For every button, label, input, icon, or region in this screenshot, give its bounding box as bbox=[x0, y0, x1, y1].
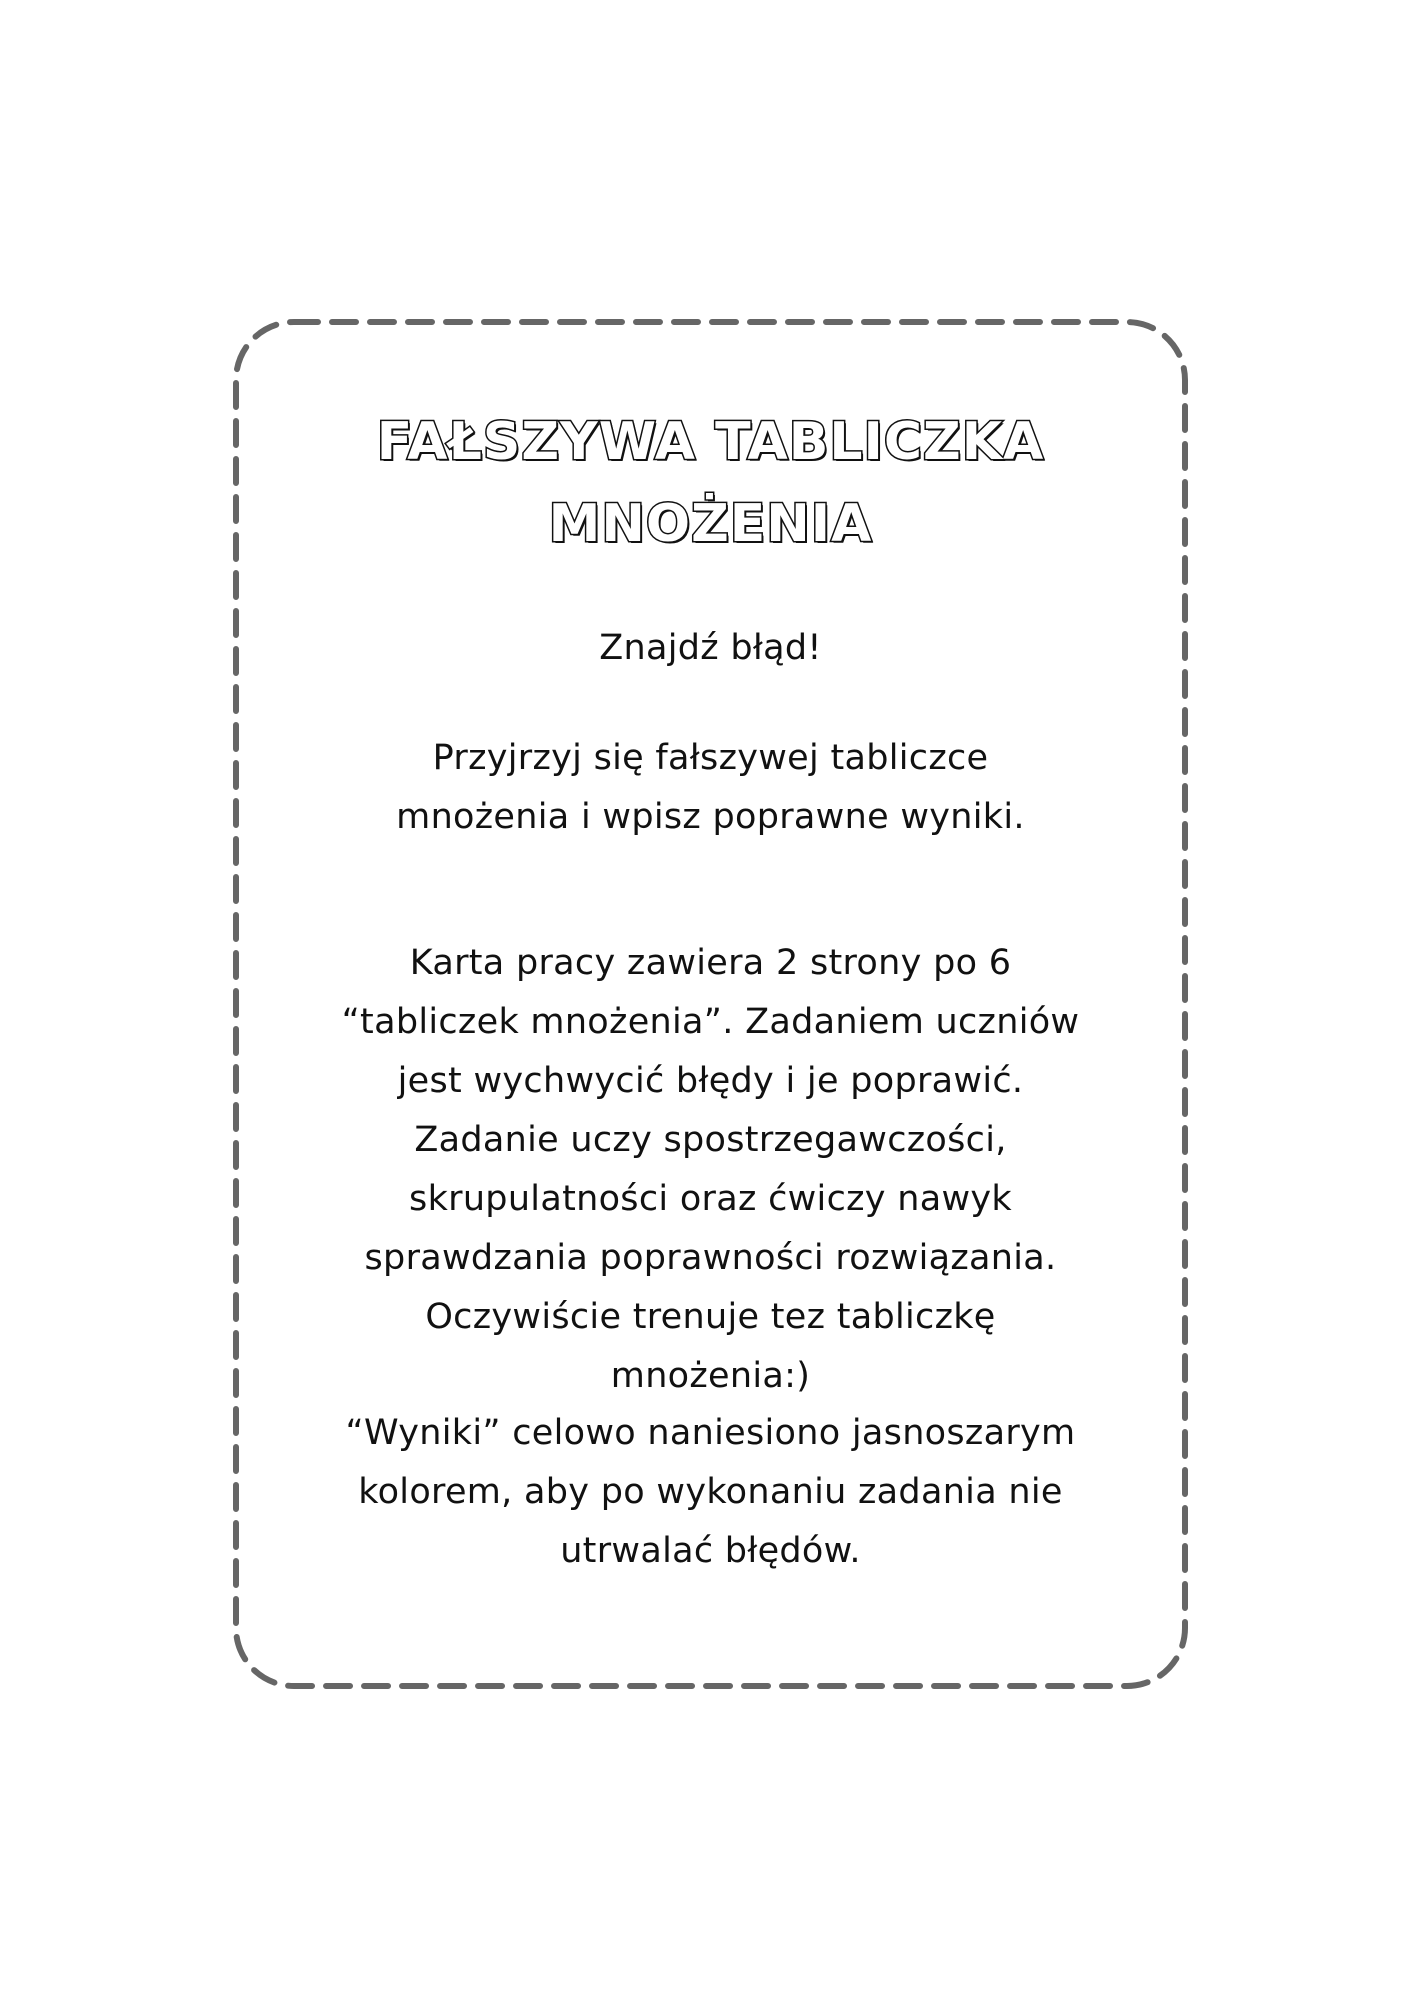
instruction-card bbox=[233, 319, 1188, 1689]
note-line-1: “Wyniki” celowo naniesiono jasnoszarym bbox=[345, 1413, 1076, 1453]
description-line-1: Karta pracy zawiera 2 strony po 6 bbox=[409, 943, 1012, 983]
description-line-5: skrupulatności oraz ćwiczy nawyk bbox=[409, 1179, 1012, 1219]
instruction-line-1: Przyjrzyj się fałszywej tabliczce bbox=[432, 738, 989, 778]
description-line-7: Oczywiście trenuje tez tabliczkę bbox=[425, 1297, 996, 1337]
note-paragraph bbox=[233, 1404, 1188, 1581]
description-line-4: Zadanie uczy spostrzegawczości, bbox=[414, 1120, 1007, 1160]
description-paragraph bbox=[233, 934, 1188, 1406]
description-line-6: sprawdzania poprawności rozwiązania. bbox=[364, 1238, 1057, 1278]
note-line-2: kolorem, aby po wykonaniu zadania nie bbox=[358, 1472, 1063, 1512]
card-title-line-1: FAŁSZYWA TABLICZKA bbox=[376, 412, 1045, 472]
card-title bbox=[233, 401, 1188, 565]
card-heading bbox=[233, 619, 1188, 678]
description-line-3: jest wychwycić błędy i je poprawić. bbox=[397, 1061, 1024, 1101]
card-title-line-2: MNOŻENIA bbox=[548, 494, 873, 554]
description-line-8: mnożenia:) bbox=[610, 1356, 811, 1396]
instruction-paragraph bbox=[233, 729, 1188, 847]
note-line-3: utrwalać błędów. bbox=[560, 1531, 861, 1571]
heading-text: Znajdź błąd! bbox=[599, 628, 822, 668]
instruction-line-2: mnożenia i wpisz poprawne wyniki. bbox=[396, 797, 1025, 837]
description-line-2: “tabliczek mnożenia”. Zadaniem uczniów bbox=[341, 1002, 1080, 1042]
